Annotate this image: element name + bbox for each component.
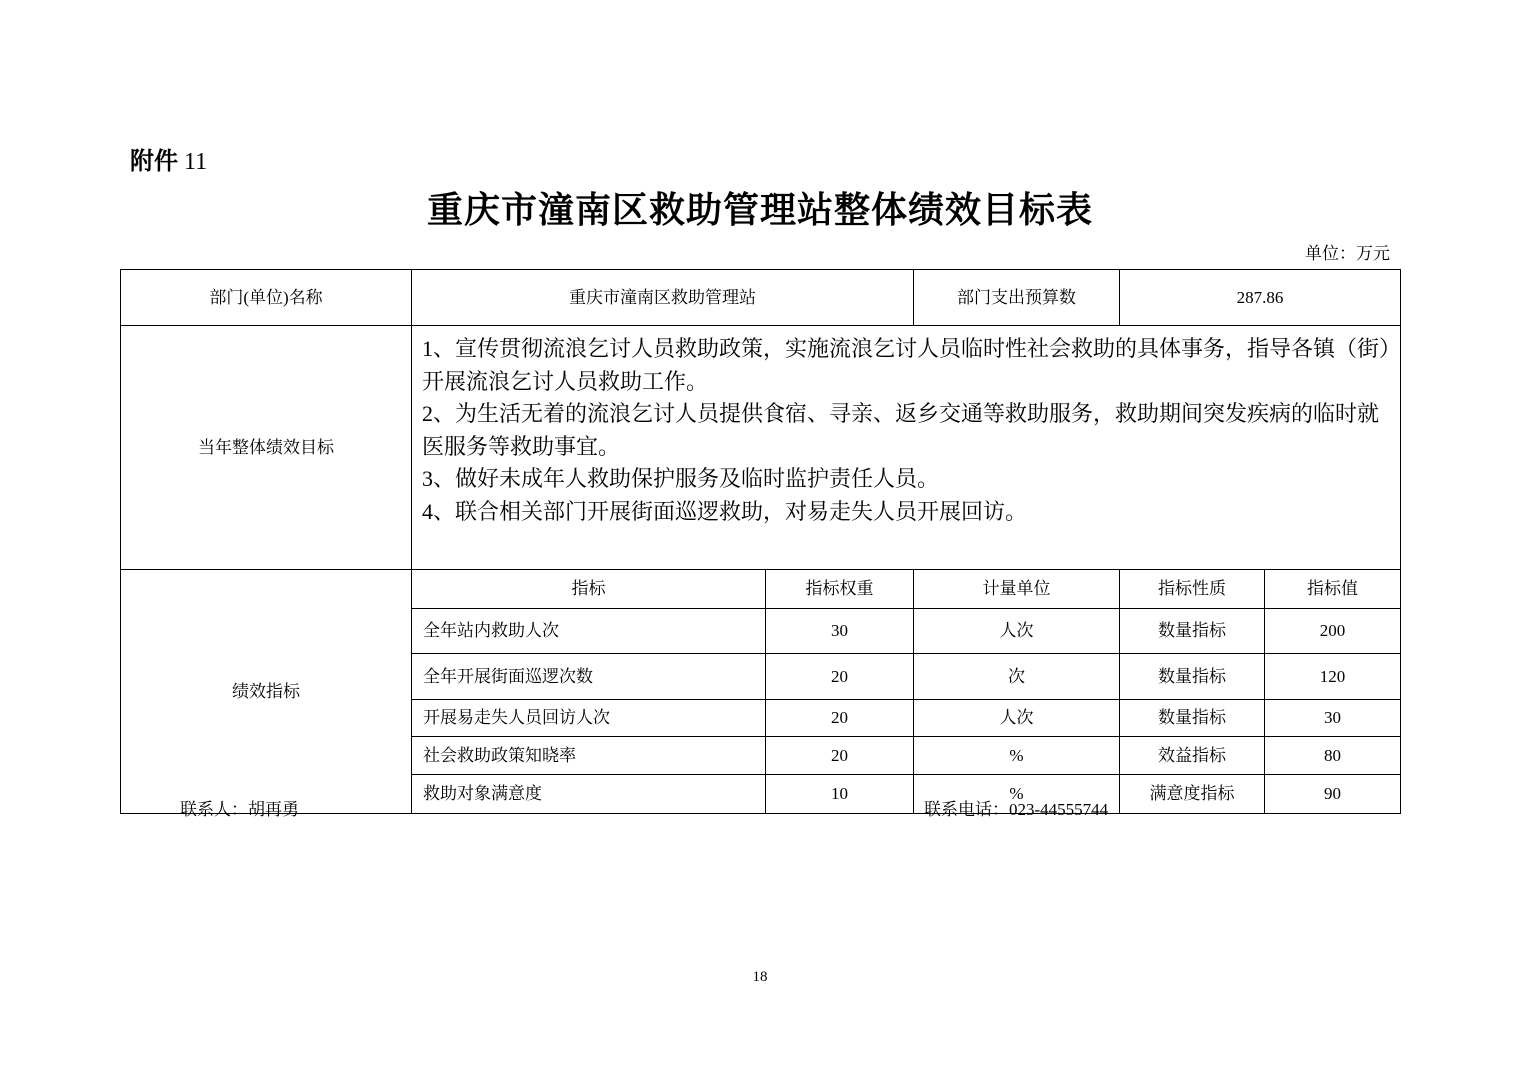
value-cell: 90	[1265, 775, 1401, 814]
unit-cell: 次	[914, 654, 1120, 700]
page-title: 重庆市潼南区救助管理站整体绩效目标表	[426, 190, 1093, 230]
dept-name-cell: 重庆市潼南区救助管理站	[412, 270, 914, 326]
value-cell: 80	[1265, 737, 1401, 775]
dept-label-cell: 部门(单位)名称	[121, 270, 412, 326]
value-cell: 200	[1265, 609, 1401, 654]
nature-cell: 效益指标	[1120, 737, 1265, 775]
unit-cell: 人次	[914, 609, 1120, 654]
indicators-label-cell: 绩效指标	[121, 570, 412, 814]
goal-line-2: 2、为生活无着的流浪乞讨人员提供食宿、寻亲、返乡交通等救助服务，救助期间突发疾病的临时就医服务等救助事宜。	[422, 401, 1380, 459]
contact-phone: 联系电话：023-44555744	[924, 800, 1109, 819]
performance-table	[120, 269, 1401, 814]
value-cell: 120	[1265, 654, 1401, 700]
nature-cell: 满意度指标	[1120, 775, 1265, 814]
nature-cell: 数量指标	[1120, 609, 1265, 654]
weight-cell: 10	[766, 775, 914, 814]
page-number: 18	[752, 969, 768, 985]
weight-cell: 20	[766, 700, 914, 737]
unit-cell: %	[914, 775, 1120, 814]
indicator-name-cell: 全年开展街面巡逻次数	[412, 654, 766, 700]
column-header-indicator: 指标	[412, 570, 766, 609]
column-header-nature: 指标性质	[1120, 570, 1265, 609]
budget-value-cell: 287.86	[1120, 270, 1401, 326]
header-row	[121, 270, 1401, 326]
unit-cell: %	[914, 737, 1120, 775]
goal-line-4: 4、联合相关部门开展街面巡逻救助，对易走失人员开展回访。	[422, 498, 1028, 524]
contact-person: 联系人：胡再勇	[180, 800, 299, 819]
indicator-name-cell: 开展易走失人员回访人次	[412, 700, 766, 737]
indicator-name-cell: 社会救助政策知晓率	[412, 737, 766, 775]
weight-cell: 30	[766, 609, 914, 654]
nature-cell: 数量指标	[1120, 654, 1265, 700]
indicator-name-cell: 全年站内救助人次	[412, 609, 766, 654]
goal-line-1: 1、宣传贯彻流浪乞讨人员救助政策，实施流浪乞讨人员临时性社会救助的具体事务，指导各镇（街）开展流浪乞讨人员救助工作。	[422, 336, 1391, 394]
unit-cell: 人次	[914, 700, 1120, 737]
attachment-word: 附件	[130, 149, 178, 175]
goal-line-3: 3、做好未成年人救助保护服务及临时监护责任人员。	[422, 466, 940, 491]
column-header-value: 指标值	[1265, 570, 1401, 609]
attachment-label	[130, 146, 207, 178]
column-header-weight: 指标权重	[766, 570, 914, 609]
unit-label: 单位：万元	[1305, 244, 1390, 263]
goals-text-cell	[412, 326, 1401, 570]
nature-cell: 数量指标	[1120, 700, 1265, 737]
attachment-number: 11	[184, 149, 208, 175]
column-header-unit: 计量单位	[914, 570, 1120, 609]
indicator-name-cell: 救助对象满意度	[412, 775, 766, 814]
weight-cell: 20	[766, 654, 914, 700]
goals-label-cell: 当年整体绩效目标	[121, 326, 412, 570]
value-cell: 30	[1265, 700, 1401, 737]
indicator-header-row	[121, 570, 1401, 609]
weight-cell: 20	[766, 737, 914, 775]
goals-row	[121, 326, 1401, 570]
budget-label-cell: 部门支出预算数	[914, 270, 1120, 326]
